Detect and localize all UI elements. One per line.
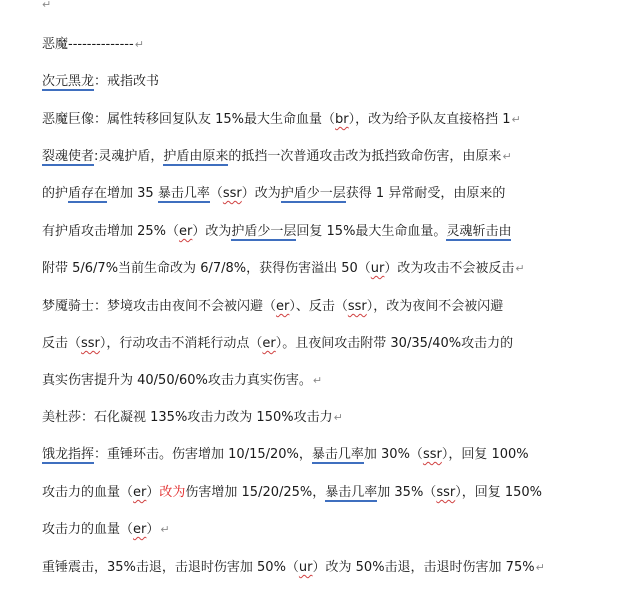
text-run: 次元黑龙 [42, 74, 95, 89]
text-run: ），行动攻击不消耗行动点（ [99, 336, 263, 351]
text-line [42, 298, 503, 316]
text-run: 护盾少一层 [280, 186, 346, 201]
paragraph-mark: ↵ [535, 561, 545, 574]
text-run: ssr [436, 485, 456, 500]
text-run: （ [209, 186, 223, 201]
text-run: ：重锤环击。伤害增加 10/15/20%， [94, 447, 312, 462]
text-line [42, 111, 521, 129]
paragraph-mark: ↵ [312, 374, 323, 387]
text-line [42, 559, 545, 577]
text-line [42, 36, 144, 54]
text-run: 暴击几率 [157, 186, 210, 201]
text-run: er [133, 485, 147, 500]
text-run: ），改为夜间不会被闪避 [366, 299, 504, 314]
paragraph-mark: ↵ [42, 0, 52, 11]
paragraph-mark: ↵ [511, 113, 521, 126]
text-run: er [276, 299, 290, 314]
text-run: 重锤震击，35%击退，击退时伤害加 50%（ [42, 560, 299, 575]
text-line [42, 73, 159, 91]
text-run: 攻击力的血量（ [42, 485, 134, 500]
text-run: 裂魂使者 [42, 149, 95, 164]
text-run: ）。且夜间攻击附带 30/35/40%攻击力的 [275, 336, 514, 351]
text-run: 增加 35 [107, 186, 158, 201]
text-run: 恶魔-------------- [42, 37, 134, 52]
text-run: 攻击力的血量（ [42, 522, 134, 537]
text-run: 加 35%（ [377, 485, 437, 500]
text-run: ：戒指改书 [94, 74, 160, 89]
text-run: 伤害增加 15/20/25%， [185, 485, 326, 500]
text-line [42, 260, 525, 278]
text-run: ） [146, 522, 160, 537]
text-line [42, 148, 512, 166]
text-run: ），回复 150% [455, 485, 543, 500]
text-run: 护盾由原来 [163, 149, 229, 164]
text-run: 有护盾攻击增加 25%（ [42, 224, 180, 239]
text-run: 盾存在 [68, 186, 108, 201]
text-run: ssr [81, 336, 100, 351]
text-run: 恶魔巨像：属性转移回复队友 15%最大生命血量（ [42, 112, 336, 127]
text-run: 护盾少一层 [231, 224, 297, 239]
text-line [42, 409, 343, 427]
text-line [42, 185, 505, 203]
paragraph-mark: ↵ [502, 150, 512, 163]
text-run: 反击（ [42, 336, 82, 351]
text-line [42, 446, 529, 464]
text-run: ur [370, 261, 385, 276]
text-run: er [133, 522, 147, 537]
text-run: ） [146, 485, 160, 500]
text-run: ），改为给予队友直接格挡 1 [348, 112, 511, 127]
text-line [42, 335, 513, 353]
text-run: er [262, 336, 276, 351]
text-run: ）改为 [192, 224, 232, 239]
paragraph-mark: ↵ [134, 38, 144, 51]
text-run: 改为 [159, 485, 186, 500]
text-run: 加 30%（ [363, 447, 423, 462]
text-run: ），回复 100% [441, 447, 529, 462]
text-run: 获得 1 异常耐受，由原来的 [345, 186, 506, 201]
text-run: 的抵挡一次普通攻击改为抵挡致命伤害，由原来 [228, 149, 502, 164]
text-run: br [335, 112, 349, 127]
text-run: ur [298, 560, 313, 575]
text-run: 附带 5/6/7%当前生命改为 6/7/8%，获得伤害溢出 50（ [42, 261, 371, 276]
text-run: ）改为 [241, 186, 281, 201]
text-run: ssr [422, 447, 442, 462]
text-run: 美杜莎：石化凝视 135%攻击力改为 150%攻击力 [42, 410, 333, 425]
text-run: ssr [222, 186, 242, 201]
text-run: 回复 15%最大生命血量。 [296, 224, 447, 239]
text-run: 真实伤害提升为 40/50/60%攻击力真实伤害。 [42, 373, 312, 388]
text-run: 梦魇骑士：梦境攻击由夜间不会被闪避（ [42, 299, 277, 314]
text-run: 的护 [42, 186, 69, 201]
paragraph-mark: ↵ [160, 523, 170, 536]
text-line [42, 223, 511, 241]
text-run: :灵魂护盾， [94, 149, 164, 164]
text-run: 灵魂斩击由 [446, 224, 512, 239]
paragraph-mark: ↵ [515, 262, 525, 275]
text-run: ）改为 50%击退，击退时伤害加 75% [312, 560, 535, 575]
text-run: 饿龙指挥 [42, 447, 95, 462]
text-line [42, 521, 170, 539]
text-line [42, 484, 542, 502]
text-run: ssr [347, 299, 367, 314]
text-run: 暴击几率 [311, 447, 364, 462]
text-run: ）改为攻击不会被反击 [384, 261, 515, 276]
text-run: er [179, 224, 193, 239]
text-run: ）、反击（ [289, 299, 348, 314]
text-line [42, 372, 322, 390]
paragraph-mark: ↵ [333, 411, 343, 424]
text-run: 暴击几率 [325, 485, 378, 500]
